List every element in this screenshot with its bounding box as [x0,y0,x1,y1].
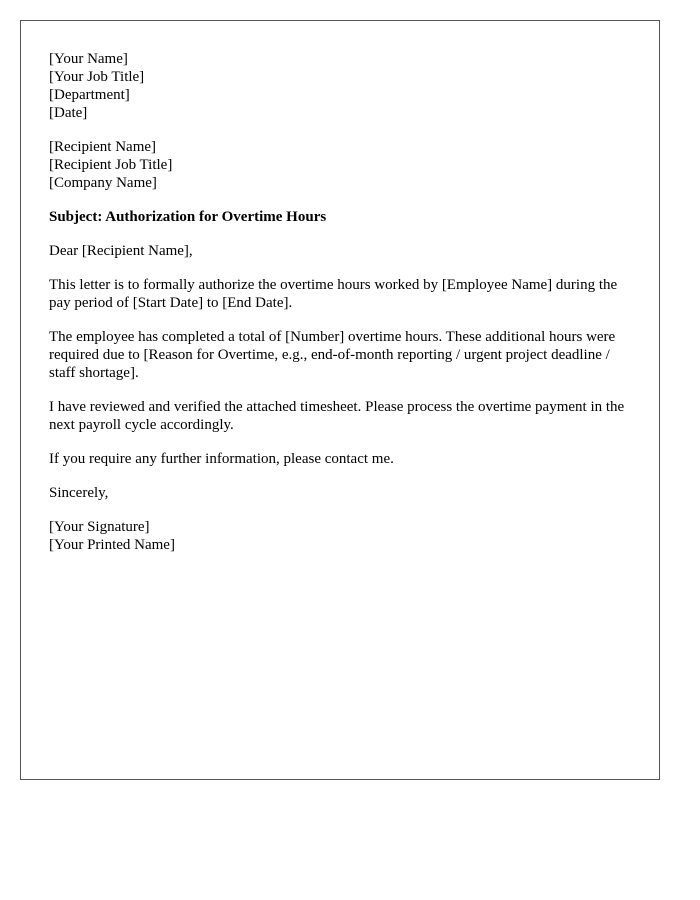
body-paragraph-3: I have reviewed and verified the attached timesheet. Please process the overtime payment in the next payroll cycle accordingly. [49,399,625,433]
salutation: Dear [Recipient Name], [49,243,193,259]
closing: Sincerely, [49,485,109,501]
letter-date: [Date] [49,105,88,121]
signature-placeholder: [Your Signature] [49,519,150,535]
recipient-job-title: [Recipient Job Title] [49,157,173,173]
sender-job-title: [Your Job Title] [49,69,145,85]
recipient-company: [Company Name] [49,175,157,191]
signature-block [49,518,639,554]
recipient-block [49,138,639,192]
subject-line: Subject: Authorization for Overtime Hours [49,209,327,225]
sender-department: [Department] [49,87,130,103]
body-paragraph-1: This letter is to formally authorize the overtime hours worked by [Employee Name] during the pay period of [Start Date] to [End Date]. [49,277,618,311]
body-paragraph-2: The employee has completed a total of [Number] overtime hours. These additional hours were required due to [Reason for Overtime, e.g., end-of-month reporting / urgent project deadline / staff shortage]. [49,329,616,381]
sender-name: [Your Name] [49,51,128,67]
printed-name: [Your Printed Name] [49,537,175,553]
letter-body [49,50,639,570]
body-paragraph-4: If you require any further information, please contact me. [49,451,394,467]
sender-block [49,50,639,122]
letter-page [20,20,660,780]
recipient-name: [Recipient Name] [49,139,157,155]
